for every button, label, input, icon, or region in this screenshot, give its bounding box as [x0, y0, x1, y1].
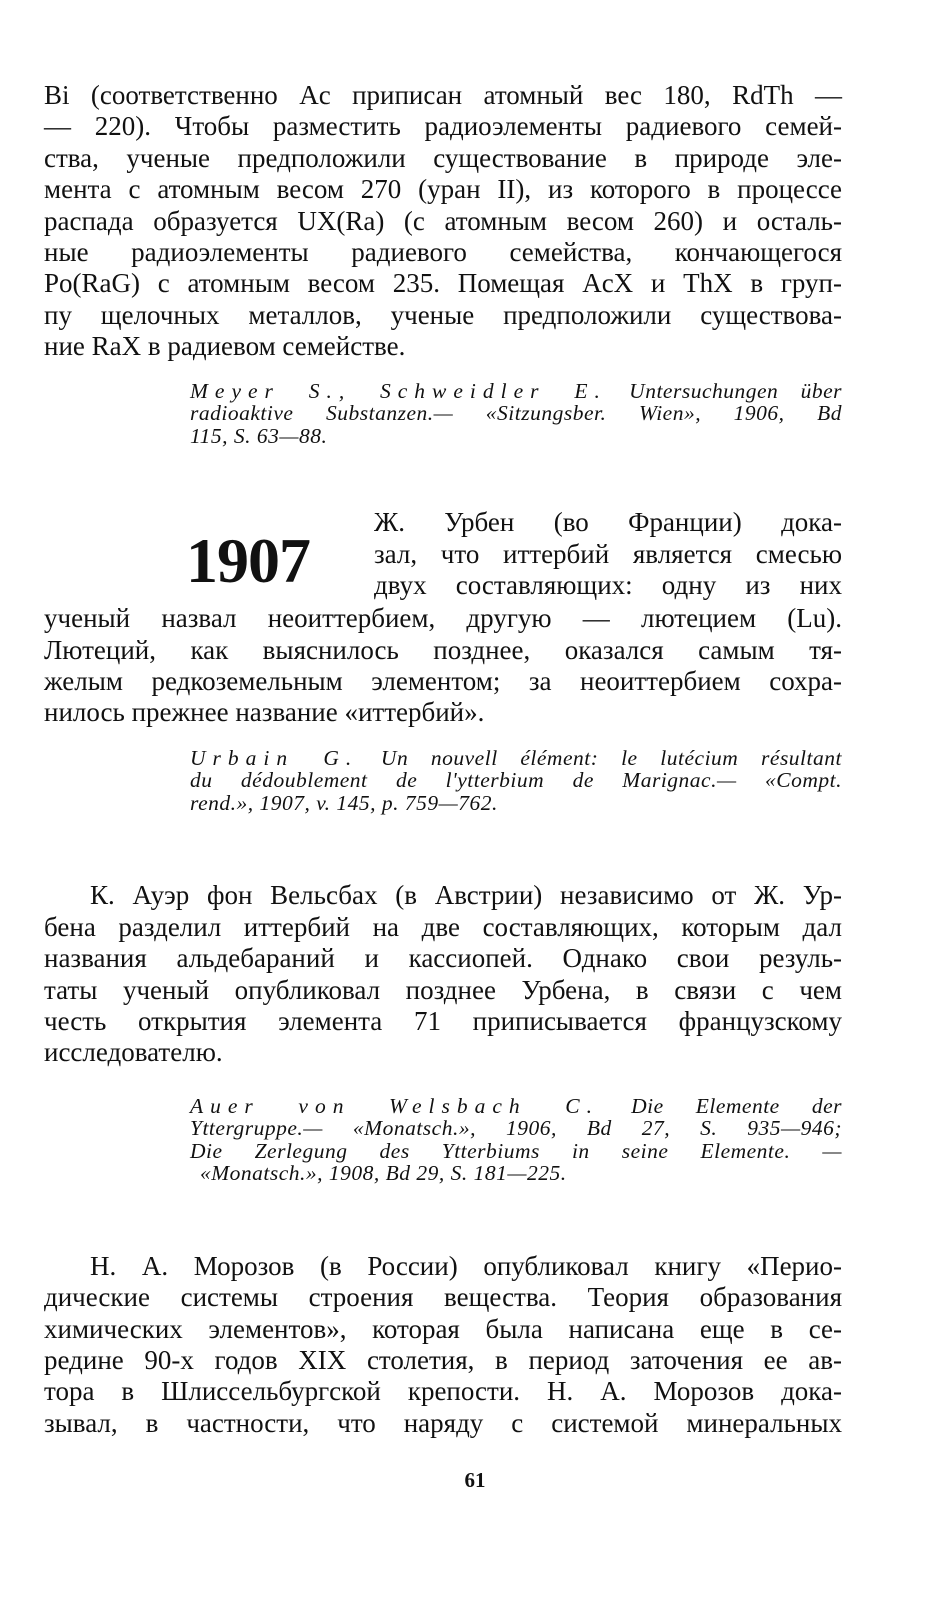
reference-authors: Meyer S., Schweidler E.: [190, 378, 607, 403]
text-line: К. Ауэр фон Вельсбах (в Австрии) независимо от Ж. Ур-: [90, 880, 842, 911]
year-section-1907: [44, 507, 842, 603]
page-content: [44, 80, 842, 1439]
reference-text: Die Elemente der: [598, 1093, 842, 1118]
text-line: Bi (соответственно Ac приписан атомный вес 180, RdTh —: [44, 80, 842, 110]
text-line: бена разделил иттербий на две составляющих, которым дал: [44, 911, 842, 942]
paragraph-morozov: [44, 1251, 842, 1439]
reference-text: Un nouvell élément: le lutécium résultant: [358, 745, 842, 770]
reference-text: rend.», 1907, v. 145, p. 759—762.: [190, 790, 498, 815]
text-line: исследователю.: [44, 1037, 223, 1068]
text-line: двух составляющих: одну из них: [374, 569, 842, 600]
reference-text: Die Zerlegung des Ytterbiums in seine Elemente. —: [190, 1138, 842, 1163]
paragraph-lutetium: [44, 603, 842, 729]
text-line: редине 90-х годов XIX столетия, в период заточения ее ав-: [44, 1344, 842, 1375]
year-intro-text: [374, 507, 842, 601]
text-line: Ж. Урбен (во Франции) дока-: [374, 507, 842, 538]
reference-text: 115, S. 63—88.: [190, 423, 328, 448]
text-line: пу щелочных металлов, ученые предположили существова-: [44, 299, 842, 330]
text-line: химических элементов», которая была написана еще в се-: [44, 1313, 842, 1344]
text-line: Po(RaG) с атомным весом 235. Помещая AcX и ThX в груп-: [44, 268, 842, 299]
reference-text: «Monatsch.», 1908, Bd 29, S. 181—225.: [200, 1161, 567, 1186]
text-line: ученый назвал неоиттербием, другую — лютецием (Lu).: [44, 603, 842, 634]
text-line: честь открытия элемента 71 приписывается французскому: [44, 1005, 842, 1036]
reference-urbain: [190, 747, 842, 815]
text-line: ные радиоэлементы радиевого семейства, кончающегося: [44, 237, 842, 268]
text-line: желым редкоземельным элементом; за неоиттербием сохра-: [44, 665, 842, 696]
text-line: дические системы строения вещества. Теория образования: [44, 1282, 842, 1313]
text-line: тора в Шлиссельбургской крепости. Н. А. Морозов дока-: [44, 1376, 842, 1407]
text-line: — 220). Чтобы разместить радиоэлементы радиевого семей-: [44, 111, 842, 142]
text-line: ства, ученые предположили существование в природе эле-: [44, 142, 842, 173]
paragraph-radium-family: [44, 80, 842, 363]
text-line: Н. А. Морозов (в России) опубликовал книгу «Перио-: [90, 1250, 842, 1281]
page-number: 61: [464, 1468, 486, 1492]
text-line: таты ученый опубликовал позднее Урбена, в связи с чем: [44, 974, 842, 1005]
year-heading: 1907: [186, 525, 310, 597]
reference-auer-von-welsbach: [190, 1095, 842, 1185]
reference-text: du dédoublement de l'ytterbium de Marignac.— «Compt.: [190, 768, 842, 793]
text-line: названия альдебараний и кассиопей. Однако свои резуль-: [44, 943, 842, 974]
reference-meyer-schweidler: [190, 380, 842, 448]
paragraph-auer-von-welsbach: [44, 880, 842, 1068]
text-line: нилось прежнее название «иттербий».: [44, 697, 485, 728]
reference-authors: Urbain G.: [190, 745, 359, 770]
text-line: распада образуется UX(Ra) (с атомным весом 260) и осталь-: [44, 205, 842, 236]
reference-authors: Auer von Welsbach C.: [190, 1093, 599, 1118]
reference-text: Untersuchungen über: [606, 378, 842, 403]
text-line: зал, что иттербий является смесью: [374, 538, 842, 569]
text-line: зывал, в частности, что наряду с системой минеральных: [44, 1407, 842, 1438]
text-line: ние RaX в радиевом семействе.: [44, 331, 406, 362]
text-line: мента с атомным весом 270 (уран II), из которого в процессе: [44, 174, 842, 205]
text-line: Лютеций, как выяснилось позднее, оказался самым тя-: [44, 634, 842, 665]
reference-text: Yttergruppe.— «Monatsch.», 1906, Bd 27, S. 935—946;: [190, 1116, 842, 1141]
reference-text: radioaktive Substanzen.— «Sitzungsber. Wien», 1906, Bd: [190, 401, 842, 426]
